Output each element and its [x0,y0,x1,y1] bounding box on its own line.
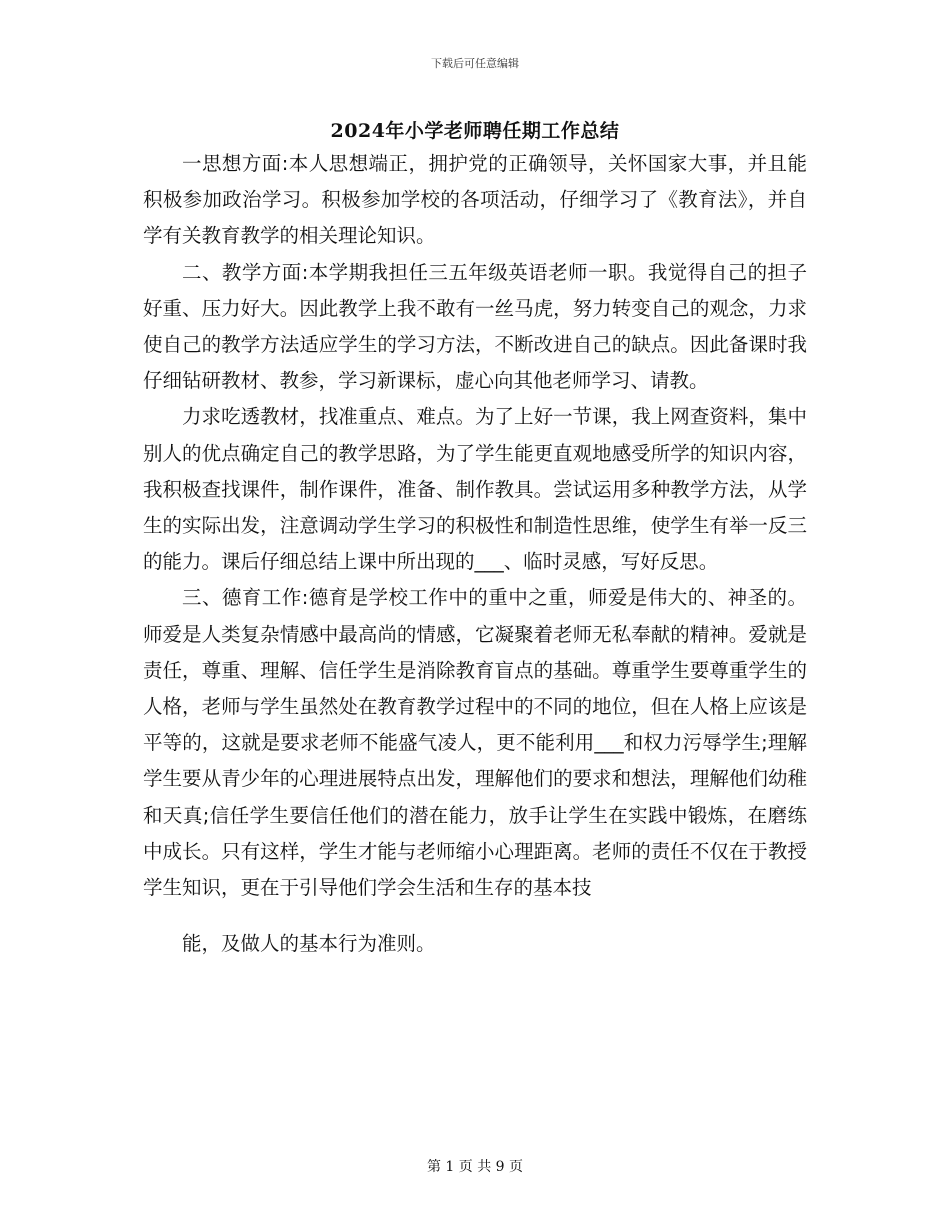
paragraph-teaching: 二、教学方面:本学期我担任三五年级英语老师一职。我觉得自己的担子好重、压力好大。因此教学上我不敢有一丝马虎，努力转变自己的观念，力求使自己的教学方法适应学生的学习方法，不断改进自己的缺点。因此备课时我仔细钻研教材、教参，学习新课标，虚心向其他老师学习、请教。 [143,260,807,393]
paragraph-continuation: 能，及做人的基本行为准则。 [182,932,436,956]
header-note: 下载后可任意编辑 [431,57,519,70]
paragraph-ideology: 一思想方面:本人思想端正，拥护党的正确领导，关怀国家大事，并且能积极参加政治学习。积极参加学校的各项活动，仔细学习了《教育法》，并自学有关教育教学的相关理论知识。 [143,152,807,248]
document-title: 2024年小学老师聘任期工作总结 [330,120,620,142]
document-body [143,146,807,962]
paragraph-moral-education: 三、德育工作:德育是学校工作中的重中之重，师爱是伟大的、神圣的。师爱是人类复杂情感中最高尚的情感，它凝聚着老师无私奉献的精神。爱就是责任，尊重、理解、信任学生是消除教育盲点的基础。尊重学生要尊重学生的人格，老师与学生虽然处在教育教学过程中的不同的地位，但在人格上应该是平等的，这就是要求老师不能盛气凌人，更不能利用___和权力污辱学生;理解学生要从青少年的心理进展特点出发，理解他们的要求和想法，理解他们幼稚和天真;信任学生要信任他们的潜在能力，放手让学生在实践中锻炼，在磨练中成长。只有这样，学生才能与老师缩小心理距离。老师的责任不仅在于教授学生知识，更在于引导他们学会生活和生存的基本技 [143,586,807,900]
paragraph-materials: 力求吃透教材，找准重点、难点。为了上好一节课，我上网查资料，集中别人的优点确定自己的教学思路，为了学生能更直观地感受所学的知识内容，我积极查找课件，制作课件，准备、制作教具。尝试运用多种教学方法，从学生的实际出发，注意调动学生学习的积极性和制造性思维，使学生有举一反三的能力。课后仔细总结上课中所出现的___、临时灵感，写好反思。 [143,405,807,574]
page-indicator: 第 1 页 共 9 页 [426,1159,524,1175]
